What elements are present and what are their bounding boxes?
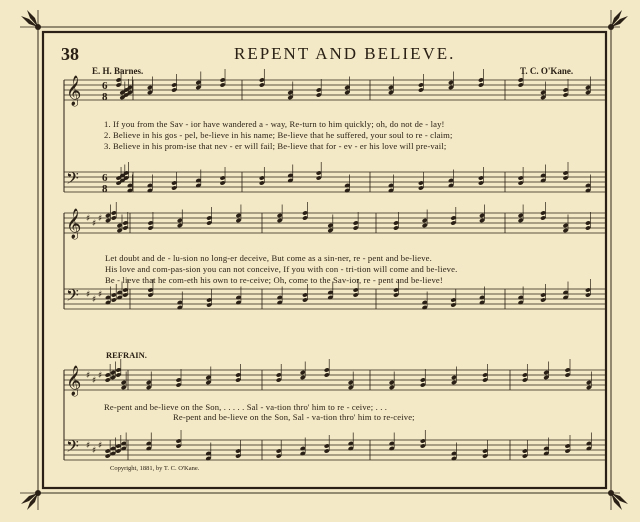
bass-clef-icon: 𝄢 xyxy=(66,285,79,309)
bass-clef-icon: 𝄢 xyxy=(66,168,79,192)
refrain-label: REFRAIN. xyxy=(106,350,147,360)
sharp-icon: ♯ xyxy=(86,371,91,381)
treble-clef-icon: 𝄞 xyxy=(66,209,82,239)
bass-clef-icon: 𝄢 xyxy=(66,436,79,460)
hymn-title: REPENT AND BELIEVE. xyxy=(234,44,456,63)
sharp-icon: ♯ xyxy=(92,219,97,229)
verse-3-line-1: 3. Believe in his prom-ise that nev - er will fail; Be-lieve that for - ev - er his love will pre-vail; xyxy=(104,141,447,151)
verse-1-line-1: 1. If you from the Sav - ior have wandered a - way, Re-turn to him quickly; oh, do not de - lay! xyxy=(104,119,445,129)
sharp-icon: ♯ xyxy=(92,446,97,456)
sharp-icon: ♯ xyxy=(86,214,91,224)
page-number: 38 xyxy=(61,44,79,64)
sharp-icon: ♯ xyxy=(98,214,103,224)
sharp-icon: ♯ xyxy=(92,295,97,305)
treble-clef-icon: 𝄞 xyxy=(66,366,82,396)
sharp-icon: ♯ xyxy=(92,376,97,386)
sharp-icon: ♯ xyxy=(86,290,91,300)
verse-3-line-2: Be - lieve that he com-eth his own to re-ceive; Oh, come to the Sav-ior, re - pent and be-lieve! xyxy=(105,275,443,285)
copyright-notice: Copyright, 1881, by T. C. O'Kane. xyxy=(110,465,200,472)
refrain-lyrics-line-2: Re-pent and be-lieve on the Son, Sal - va-tion thro' him to re-ceive; xyxy=(173,412,415,422)
verse-2-line-1: 2. Believe in his gos - pel, be-lieve in his name; Be-lieve that he suffered, your soul to re - claim; xyxy=(104,130,453,140)
lyricist-credit: E. H. Barnes. xyxy=(92,66,144,76)
time-signature-top: 6 xyxy=(102,172,108,184)
verse-2-line-2: His love and com-pas-sion you can not conceive, If you with con - tri-tion will come and be-lieve. xyxy=(105,264,458,274)
time-signature-bottom: 8 xyxy=(102,183,108,195)
composer-credit: T. C. O'Kane. xyxy=(520,66,574,76)
sharp-icon: ♯ xyxy=(98,290,103,300)
verse-1-line-2: Let doubt and de - lu-sion no long-er deceive, But come as a sin-ner, re - pent and be-lieve. xyxy=(105,253,432,263)
sharp-icon: ♯ xyxy=(86,441,91,451)
time-signature-top: 6 xyxy=(102,80,108,92)
sharp-icon: ♯ xyxy=(98,441,103,451)
refrain-lyrics-line-1: Re-pent and be-lieve on the Son, . . . . . Sal - va-tion thro' him to re - ceive; . . . xyxy=(104,402,388,412)
time-signature-bottom: 8 xyxy=(102,91,108,103)
sharp-icon: ♯ xyxy=(98,371,103,381)
treble-clef-icon: 𝄞 xyxy=(66,76,82,106)
